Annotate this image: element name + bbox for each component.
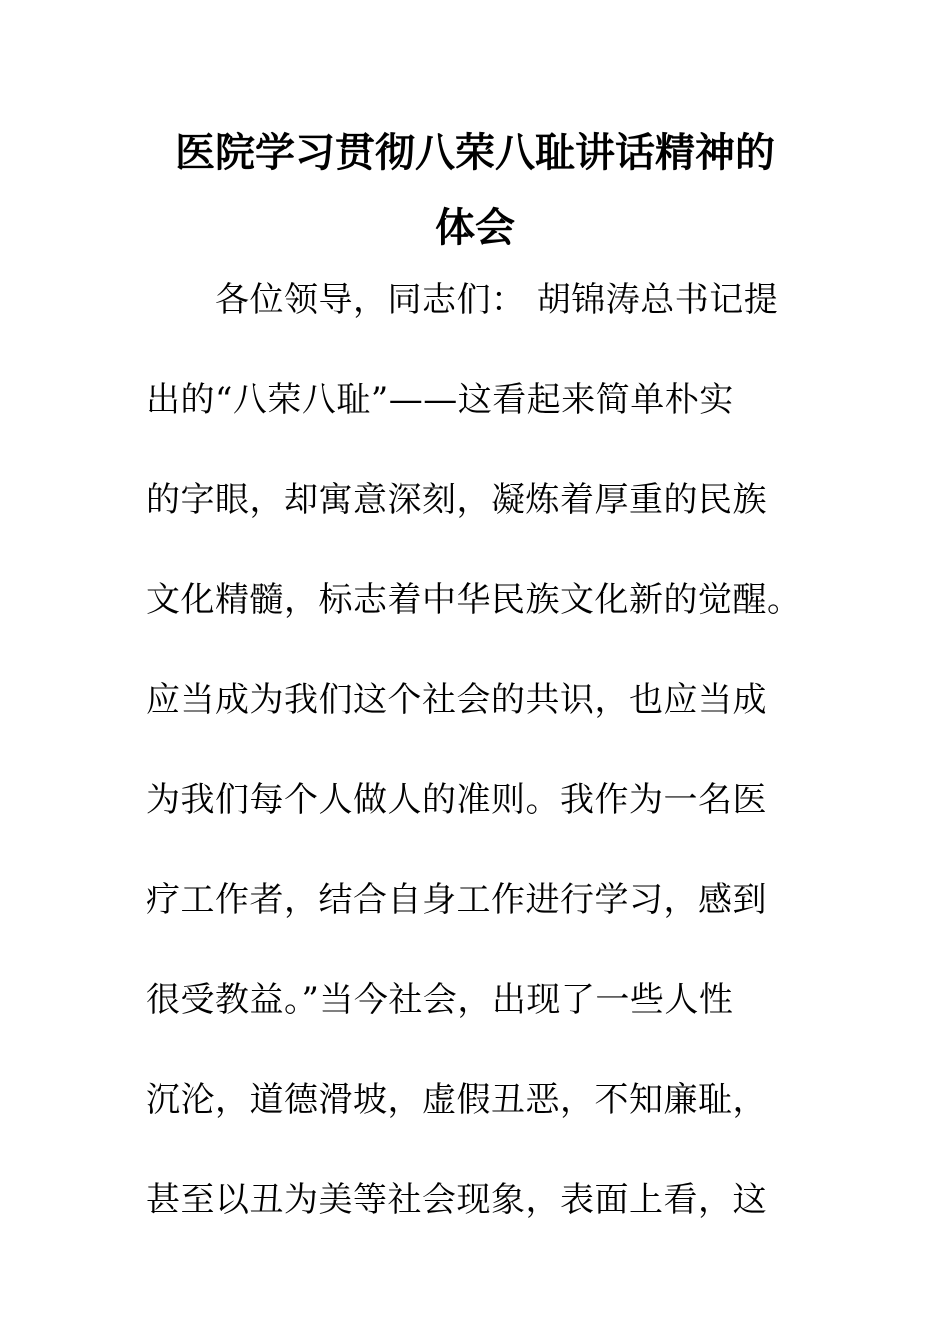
body-text-line: 文化精髓，标志着中华民族文化新的觉醒。 [146, 580, 802, 620]
body-text-line: 甚至以丑为美等社会现象，表面上看，这 [146, 1180, 767, 1220]
body-text-line: 为我们每个人做人的准则。我作为一名医 [146, 780, 767, 820]
body-text-line: 出的“八荣八耻”——这看起来简单朴实 [146, 380, 734, 420]
document-title-line-2: 体会 [435, 205, 515, 251]
body-text-line: 很受教益。”当今社会，出现了一些人性 [146, 980, 734, 1020]
body-text-line: 各位领导，同志们： 胡锦涛总书记提 [215, 280, 779, 320]
body-text-line: 沉沦，道德滑坡，虚假丑恶，不知廉耻， [146, 1080, 767, 1120]
body-text-line: 的字眼，却寓意深刻，凝炼着厚重的民族 [146, 480, 767, 520]
document-title-line-1: 医院学习贯彻八荣八耻讲话精神的 [175, 130, 775, 176]
body-text-line: 应当成为我们这个社会的共识，也应当成 [146, 680, 767, 720]
body-text-line: 疗工作者，结合自身工作进行学习，感到 [146, 880, 767, 920]
